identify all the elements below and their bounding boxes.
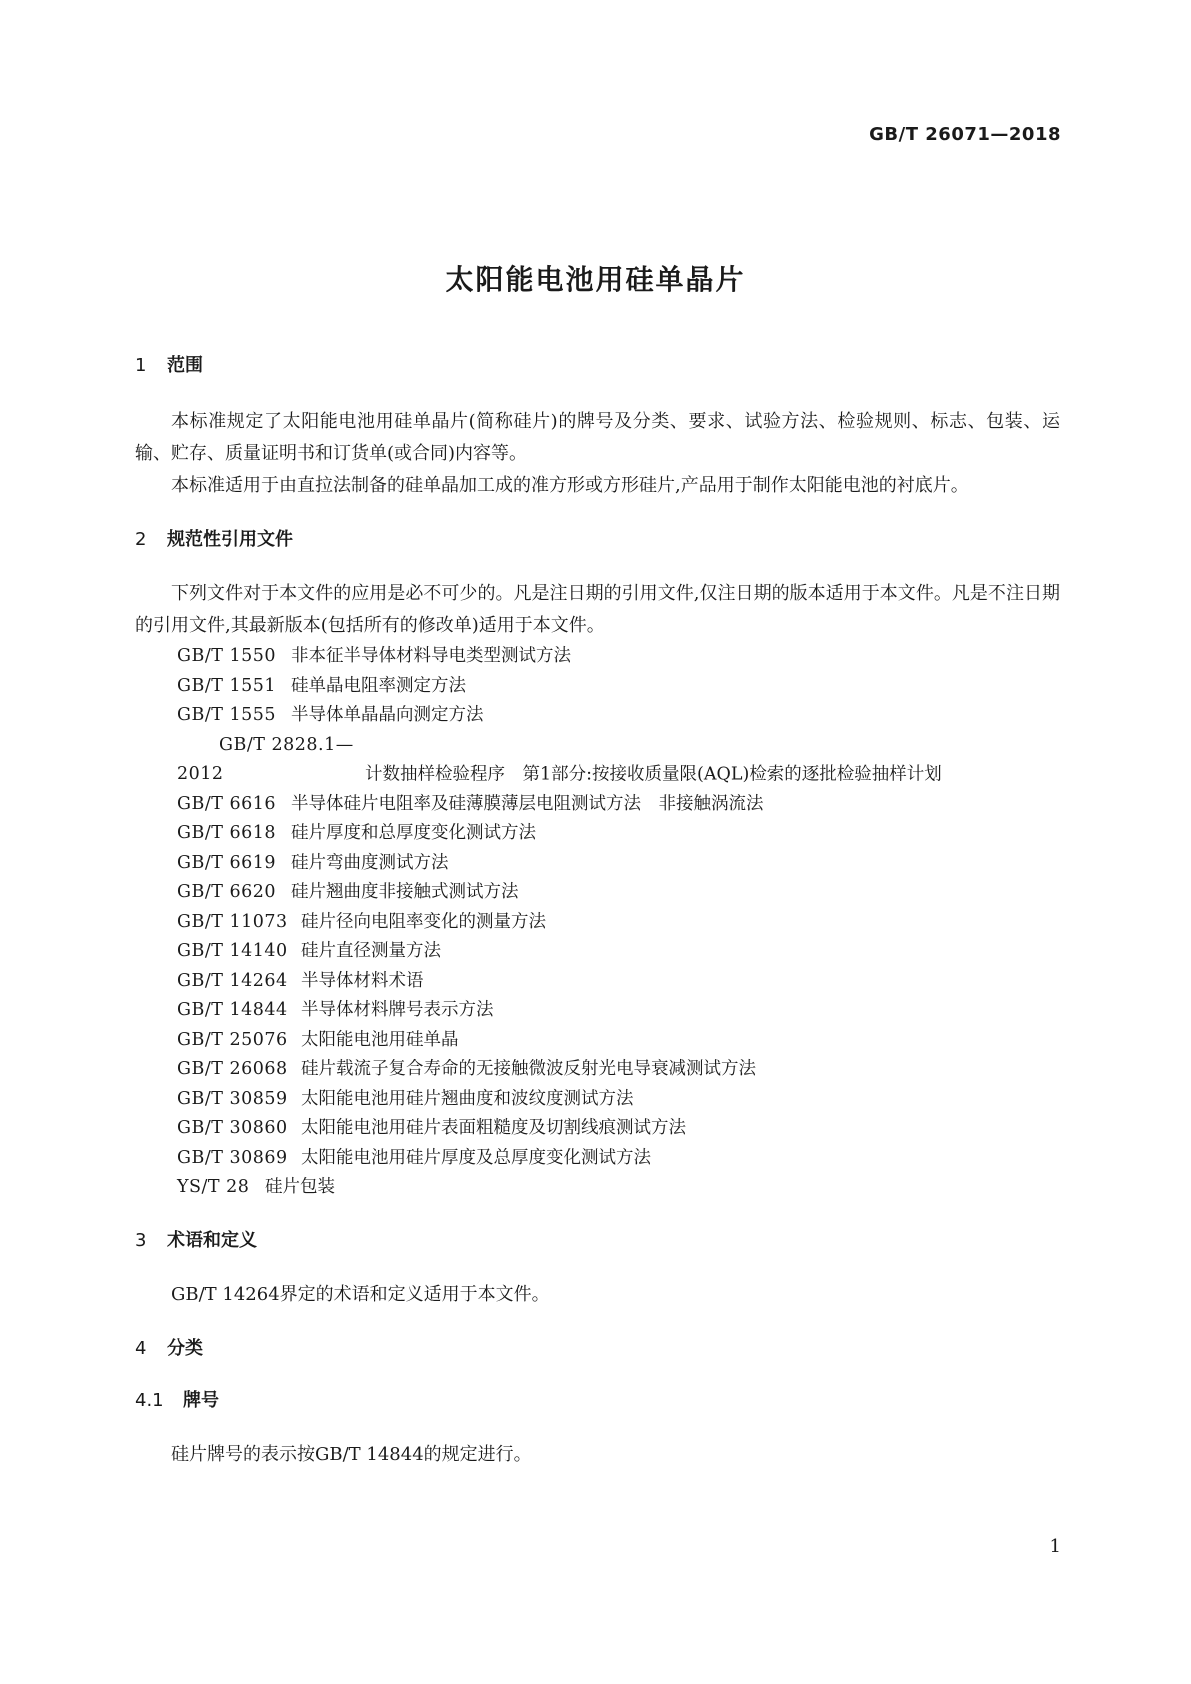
reference-code: GB/T 26068 — [177, 1059, 288, 1079]
section-number: 2 — [135, 529, 147, 550]
section-3-heading — [135, 1227, 1060, 1255]
reference-title: 硅片径向电阻率变化的测量方法 — [301, 911, 546, 932]
reference-item — [135, 701, 1060, 731]
reference-item — [135, 1085, 1060, 1115]
reference-title: 硅片包装 — [265, 1177, 335, 1197]
reference-code: YS/T 28 — [177, 1177, 250, 1197]
reference-item — [135, 819, 1060, 849]
references-intro: 下列文件对于本文件的应用是必不可少的。凡是注日期的引用文件,仅注日期的版本适用于本文件。凡是不注日期的引用文件,其最新版本(包括所有的修改单)适用于本文件。 — [135, 583, 1060, 636]
page-number: 1 — [1049, 1536, 1061, 1557]
reference-code: GB/T 30860 — [177, 1118, 288, 1138]
reference-code: GB/T 6618 — [177, 823, 277, 843]
reference-code: GB/T 1551 — [177, 675, 277, 696]
reference-item — [135, 731, 1060, 790]
reference-item — [135, 878, 1060, 908]
section-2-heading — [135, 526, 1060, 554]
reference-item — [135, 967, 1060, 997]
section-number: 4 — [135, 1337, 147, 1359]
reference-title: 硅片厚度和总厚度变化测试方法 — [291, 823, 536, 843]
section-title: 规范性引用文件 — [167, 529, 293, 550]
reference-title: 硅单晶电阻率测定方法 — [291, 675, 466, 696]
reference-title: 太阳能电池用硅片翘曲度和波纹度测试方法 — [301, 1088, 634, 1109]
reference-code: GB/T 1550 — [177, 646, 277, 666]
section-number: 1 — [135, 355, 147, 376]
reference-item — [135, 1114, 1060, 1144]
reference-item — [135, 908, 1060, 938]
reference-item — [135, 642, 1060, 672]
scope-paragraph-1: 本标准规定了太阳能电池用硅单晶片(简称硅片)的牌号及分类、要求、试验方法、检验规则、标志、包装、运输、贮存、质量证明书和订货单(或合同)内容等。 — [135, 411, 1060, 464]
reference-title: 非本征半导体材料导电类型测试方法 — [291, 646, 571, 666]
grade-paragraph: 硅片牌号的表示按GB/T 14844的规定进行。 — [171, 1443, 532, 1465]
section-4-heading — [135, 1335, 1060, 1363]
reference-code: GB/T 1555 — [177, 705, 277, 725]
reference-title: 硅片弯曲度测试方法 — [291, 852, 449, 873]
reference-code: GB/T 6616 — [177, 793, 277, 814]
reference-title: 半导体单晶晶向测定方法 — [291, 705, 484, 725]
reference-title: 半导体硅片电阻率及硅薄膜薄层电阻测试方法 非接触涡流法 — [291, 793, 764, 814]
reference-code: GB/T 14844 — [177, 1000, 288, 1020]
reference-item — [135, 1144, 1060, 1174]
section-number: 3 — [135, 1229, 147, 1251]
section-title: 术语和定义 — [167, 1229, 257, 1251]
reference-title: 计数抽样检验程序 第1部分:按接收质量限(AQL)检索的逐批检验抽样计划 — [365, 764, 942, 784]
reference-code: GB/T 6620 — [177, 882, 277, 902]
reference-title: 硅片载流子复合寿命的无接触微波反射光电导衰减测试方法 — [301, 1059, 756, 1079]
reference-item — [135, 1173, 1060, 1203]
reference-code: GB/T 14264 — [177, 970, 288, 991]
reference-code: GB/T 25076 — [177, 1029, 288, 1050]
subsection-number: 4.1 — [135, 1389, 164, 1411]
reference-code: GB/T 11073 — [177, 911, 288, 932]
reference-title: 太阳能电池用硅片厚度及总厚度变化测试方法 — [301, 1147, 651, 1168]
document-body — [135, 352, 1060, 1471]
reference-title: 半导体材料术语 — [301, 970, 424, 991]
subsection-4-1-heading — [135, 1387, 1060, 1415]
reference-code: GB/T 30859 — [177, 1088, 288, 1109]
section-title: 范围 — [167, 355, 203, 376]
reference-code: GB/T 6619 — [177, 852, 277, 873]
reference-item — [135, 672, 1060, 702]
document-title: 太阳能电池用硅单晶片 — [445, 263, 746, 296]
reference-title: 硅片直径测量方法 — [301, 941, 441, 961]
reference-item — [135, 996, 1060, 1026]
reference-item — [135, 790, 1060, 820]
reference-title: 半导体材料牌号表示方法 — [301, 1000, 494, 1020]
terms-paragraph: GB/T 14264界定的术语和定义适用于本文件。 — [171, 1283, 550, 1305]
reference-title: 太阳能电池用硅片表面粗糙度及切割线痕测试方法 — [301, 1118, 686, 1138]
reference-title: 硅片翘曲度非接触式测试方法 — [291, 882, 519, 902]
reference-item — [135, 937, 1060, 967]
standard-number: GB/T 26071—2018 — [869, 124, 1061, 145]
reference-item — [135, 1055, 1060, 1085]
reference-code: GB/T 14140 — [177, 941, 288, 961]
scope-paragraph-2: 本标准适用于由直拉法制备的硅单晶加工成的准方形或方形硅片,产品用于制作太阳能电池的衬底片。 — [171, 475, 969, 496]
subsection-title: 牌号 — [183, 1389, 219, 1411]
reference-item — [135, 1026, 1060, 1056]
section-title: 分类 — [167, 1337, 203, 1359]
reference-code: GB/T 30869 — [177, 1147, 288, 1168]
reference-code: GB/T 2828.1—2012 — [177, 734, 354, 784]
reference-item — [135, 849, 1060, 879]
reference-title: 太阳能电池用硅单晶 — [301, 1029, 459, 1050]
section-1-heading — [135, 352, 1060, 380]
